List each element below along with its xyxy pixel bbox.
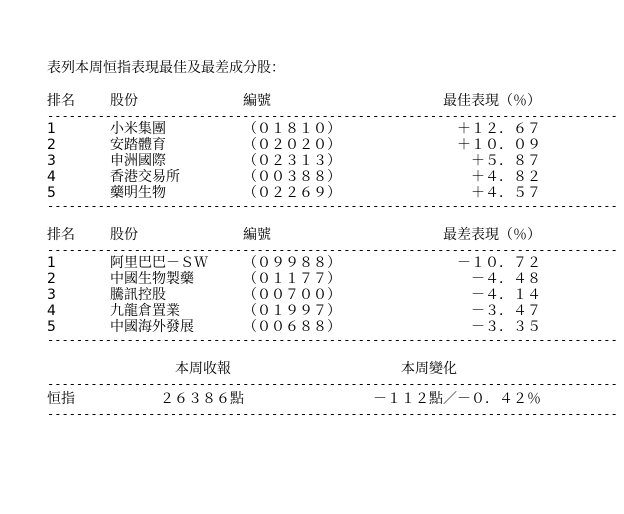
performance-cell: ＋４．５７ xyxy=(471,185,541,201)
rank-cell: 3 xyxy=(47,153,56,169)
stock-code-cell: （０９９８８） xyxy=(243,255,341,271)
index-summary xyxy=(47,359,618,421)
stock-name-cell: 小米集團 xyxy=(110,121,166,137)
stock-name-cell: 騰訊控股 xyxy=(110,287,166,303)
worst-performers-table xyxy=(47,225,618,347)
stock-code-cell: （００３８８） xyxy=(243,169,341,185)
performance-cell: －３．４７ xyxy=(471,303,541,319)
header-weekly-close: 本周收報 xyxy=(175,361,231,377)
stock-name-cell: 中國海外發展 xyxy=(110,319,194,335)
performance-cell: －４．４８ xyxy=(471,271,541,287)
header-weekly-change: 本周變化 xyxy=(401,361,457,377)
rank-cell: 2 xyxy=(47,271,56,287)
rank-cell: 2 xyxy=(47,137,56,153)
dashed-divider: ------------------------------------------------------------------------------- xyxy=(47,199,618,213)
table-row xyxy=(47,287,547,303)
table-row xyxy=(47,271,547,287)
stock-name-cell: 中國生物製藥 xyxy=(110,271,194,287)
stock-name-cell: 九龍倉置業 xyxy=(110,303,180,319)
stock-name-cell: 香港交易所 xyxy=(110,169,180,185)
intro-text: 表列本周恒指表現最佳及最差成分股： xyxy=(47,60,285,76)
performance-cell: －３．３５ xyxy=(471,319,541,335)
header-worst-performance: 最差表現（％） xyxy=(443,227,541,243)
table-row xyxy=(47,303,547,319)
performance-cell: －１０．７２ xyxy=(457,255,541,271)
header-code: 編號 xyxy=(243,227,271,243)
rank-cell: 5 xyxy=(47,185,56,201)
dashed-divider: ------------------------------------------------------------------------------- xyxy=(47,109,618,123)
dashed-divider: ------------------------------------------------------------------------------- xyxy=(47,333,618,347)
stock-code-cell: （０１９９７） xyxy=(243,303,341,319)
header-code: 編號 xyxy=(243,93,271,109)
rank-cell: 3 xyxy=(47,287,56,303)
best-performers-table xyxy=(47,91,618,213)
stock-code-cell: （０２２６９） xyxy=(243,185,341,201)
performance-cell: ＋１０．０９ xyxy=(457,137,541,153)
summary-row xyxy=(47,389,547,409)
table-row xyxy=(47,319,547,335)
performance-cell: ＋４．８２ xyxy=(471,169,541,185)
table-row xyxy=(47,169,547,185)
weekly-change-value: －１１２點／－０．４２％ xyxy=(373,391,541,407)
stock-name-cell: 安踏體育 xyxy=(110,137,166,153)
stock-name-cell: 申洲國際 xyxy=(110,153,166,169)
table-row xyxy=(47,255,547,271)
index-label: 恒指 xyxy=(47,391,75,407)
summary-header xyxy=(47,359,547,379)
header-rank: 排名 xyxy=(47,93,75,109)
stock-name-cell: 阿里巴巴－ＳＷ xyxy=(110,255,208,271)
stock-code-cell: （００６８８） xyxy=(243,319,341,335)
header-best-performance: 最佳表現（％） xyxy=(443,93,541,109)
table-row xyxy=(47,185,547,201)
weekly-close-value: ２６３８６點 xyxy=(160,391,244,407)
rank-cell: 1 xyxy=(47,121,56,137)
table-row xyxy=(47,121,547,137)
rank-cell: 1 xyxy=(47,255,56,271)
best-table-header xyxy=(47,91,547,111)
rank-cell: 4 xyxy=(47,169,56,185)
table-row xyxy=(47,137,547,153)
header-stock: 股份 xyxy=(110,93,138,109)
stock-code-cell: （０２３１３） xyxy=(243,153,341,169)
worst-table-header xyxy=(47,225,547,245)
stock-code-cell: （０２０２０） xyxy=(243,137,341,153)
stock-code-cell: （００７００） xyxy=(243,287,341,303)
performance-cell: －４．１４ xyxy=(471,287,541,303)
dashed-divider: ------------------------------------------------------------------------------- xyxy=(47,407,618,421)
stock-code-cell: （０１８１０） xyxy=(243,121,341,137)
dashed-divider: ------------------------------------------------------------------------------- xyxy=(47,243,618,257)
performance-cell: ＋１２．６７ xyxy=(457,121,541,137)
rank-cell: 4 xyxy=(47,303,56,319)
rank-cell: 5 xyxy=(47,319,56,335)
header-stock: 股份 xyxy=(110,227,138,243)
stock-name-cell: 藥明生物 xyxy=(110,185,166,201)
table-row xyxy=(47,153,547,169)
performance-cell: ＋５．８７ xyxy=(471,153,541,169)
dashed-divider: ------------------------------------------------------------------------------- xyxy=(47,377,618,391)
stock-code-cell: （０１１７７） xyxy=(243,271,341,287)
header-rank: 排名 xyxy=(47,227,75,243)
document xyxy=(47,58,618,421)
